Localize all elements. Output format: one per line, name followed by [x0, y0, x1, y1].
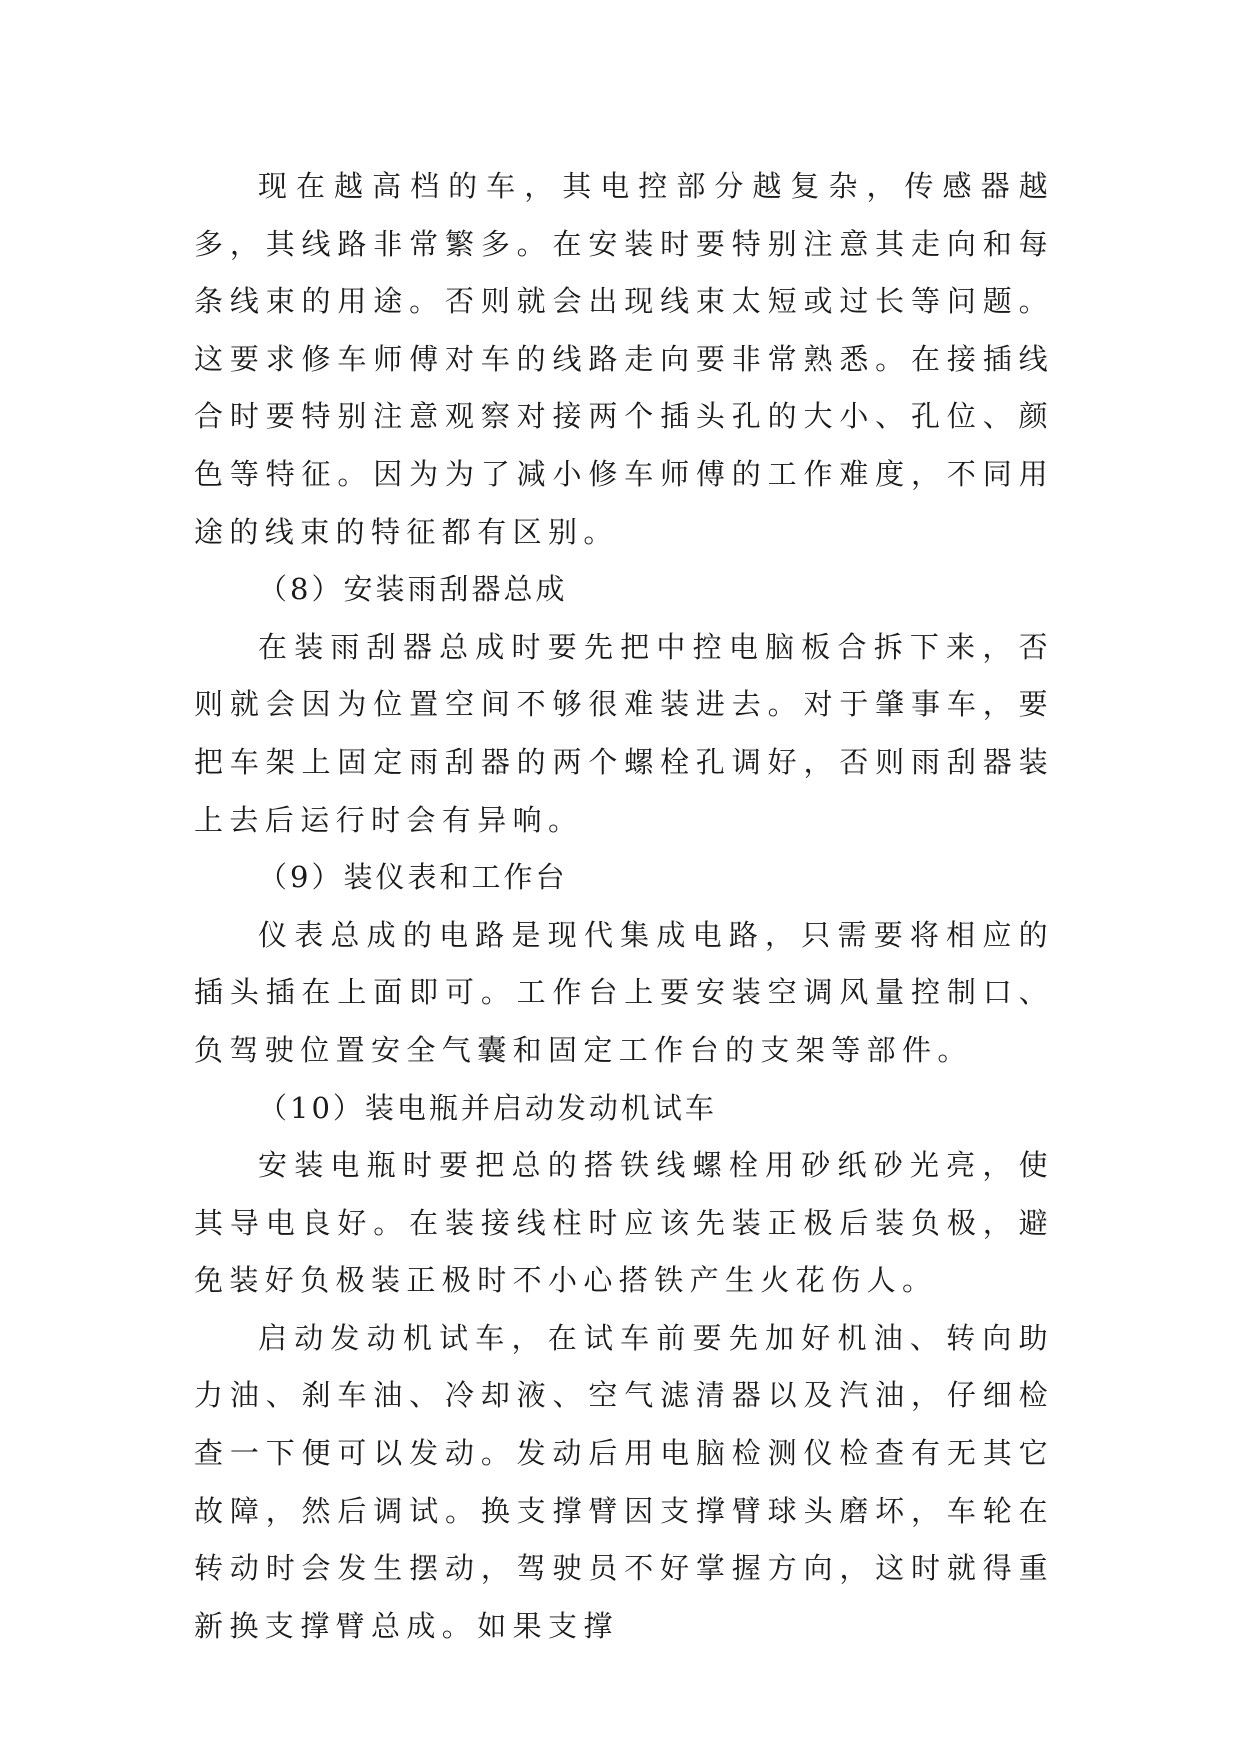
heading-wiper-assembly: （8）安装雨刮器总成 [258, 572, 568, 607]
paragraph-wiring: 现在越高档的车，其电控部分越复杂，传感器越多，其线路非常繁多。在安装时要特别注意其走向和每条线束的用途。否则就会出现线束太短或过长等问题。这要求修车师傅对车的线路走向要非常熟悉。在接插线合时要特别注意观察对接两个插头孔的大小、孔位、颜色等特征。因为为了减小修车师傅的工作难度，不同用途的线束的特征都有区别。 [194, 169, 1054, 549]
paragraph-instrument-dashboard: 仪表总成的电路是现代集成电路，只需要将相应的插头插在上面即可。工作台上要安装空调风量控制口、负驾驶位置安全气囊和固定工作台的支架等部件。 [194, 917, 1054, 1067]
paragraph-battery-install: 安装电瓶时要把总的搭铁线螺栓用砂纸砂光亮，使其导电良好。在装接线柱时应该先装正极后装负极，避免装好负极装正极时不小心搭铁产生火花伤人。 [194, 1148, 1054, 1298]
paragraph-wiper-assembly: 在装雨刮器总成时要先把中控电脑板合拆下来，否则就会因为位置空间不够很难装进去。对于肇事车，要把车架上固定雨刮器的两个螺栓孔调好，否则雨刮器装上去后运行时会有异响。 [194, 629, 1054, 837]
heading-battery-test-run: （10）装电瓶并启动发动机试车 [258, 1090, 717, 1125]
heading-instrument-dashboard: （9）装仪表和工作台 [258, 860, 568, 895]
paragraph-engine-test-run: 启动发动机试车，在试车前要先加好机油、转向助力油、刹车油、冷却液、空气滤清器以及汽油，仔细检查一下便可以发动。发动后用电脑检测仪检查有无其它故障，然后调试。换支撑臂因支撑臂球头磨坏，车轮在转动时会发生摆动，驾驶员不好掌握方向，这时就得重新换支撑臂总成。如果支撑 [194, 1320, 1054, 1643]
document-page [194, 158, 1054, 1655]
